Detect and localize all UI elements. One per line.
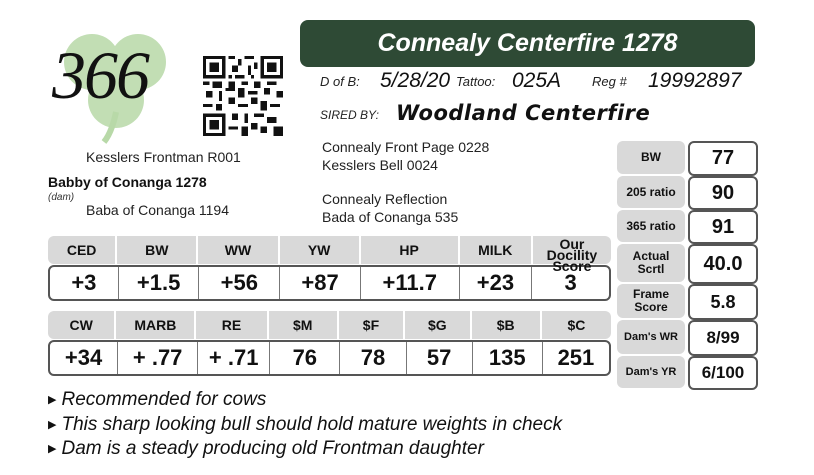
dob-value: 5/28/20	[380, 69, 451, 92]
note-text: Recommended for cows	[61, 389, 267, 410]
epd-header-ced: CED	[48, 236, 117, 264]
epd-value-bw: +1.5	[119, 267, 200, 299]
epd-value-docility: 3	[564, 270, 577, 295]
epd-header-f: $F	[339, 311, 405, 339]
side-value-frame-score: 5.8	[688, 284, 758, 320]
note-item	[48, 389, 266, 411]
epd-header-re: RE	[196, 311, 268, 339]
epd-table-1	[48, 236, 611, 301]
note-text: Dam is a steady producing old Frontman daughter	[61, 438, 484, 459]
dob-label: D of B:	[320, 74, 360, 89]
note-item	[48, 414, 562, 436]
epd-value-milk: +23	[460, 267, 533, 299]
epd-value-yw: +87	[280, 267, 361, 299]
pedigree-dam-sire-line: Connealy Reflection	[322, 191, 448, 207]
epd-header-b: $B	[472, 311, 542, 339]
epd-value-re: + .71	[198, 342, 270, 374]
epd-value-m: 76	[270, 342, 340, 374]
qr-code-icon	[203, 56, 283, 136]
sire-name: Woodland Centerfire	[396, 101, 651, 125]
dam-label: (dam)	[48, 192, 75, 203]
side-value-205-ratio: 90	[688, 176, 758, 210]
epd-header-bw: BW	[117, 236, 198, 264]
epd-header-docility: Our Docility Score	[546, 236, 598, 274]
epd-value-g: 57	[407, 342, 473, 374]
bullet-icon: ▶	[48, 419, 57, 431]
epd-header-cw: CW	[48, 311, 116, 339]
bull-name: Connealy Centerfire 1278	[300, 20, 755, 67]
side-value-actual-scrtl: 40.0	[688, 244, 758, 284]
bullet-icon: ▶	[48, 443, 57, 455]
epd-value-ced: +3	[50, 267, 119, 299]
bullet-icon: ▶	[48, 394, 57, 406]
epd-header-m: $M	[269, 311, 339, 339]
epd-header-marb: MARB	[116, 311, 196, 339]
side-label-dams-yr: Dam's YR	[617, 356, 685, 388]
tattoo-value: 025A	[512, 69, 562, 92]
lot-number: 366	[52, 37, 148, 113]
pedigree-dam-dam-line: Bada of Conanga 535	[322, 209, 459, 225]
side-label-frame-score: Frame Score	[617, 284, 685, 318]
sired-label: SIRED BY:	[320, 108, 379, 122]
epd-value-marb: + .77	[118, 342, 198, 374]
epd-values-row-1	[48, 265, 611, 301]
epd-header-hp: HP	[361, 236, 460, 264]
epd-header-c: $C	[567, 317, 586, 333]
note-text: This sharp looking bull should hold mature weights in check	[61, 414, 563, 435]
pedigree-dam-dam: Baba of Conanga 1194	[86, 202, 229, 218]
epd-values-row-2	[48, 340, 611, 376]
side-label-dams-wr: Dam's WR	[617, 320, 685, 354]
side-label-bw: BW	[617, 141, 685, 174]
side-value-365-ratio: 91	[688, 210, 758, 244]
side-value-bw: 77	[688, 141, 758, 176]
epd-header-ww: WW	[198, 236, 279, 264]
epd-value-cw: +34	[50, 342, 118, 374]
epd-value-hp: +11.7	[361, 267, 460, 299]
side-value-dams-wr: 8/99	[688, 320, 758, 356]
epd-header-row-2	[48, 311, 611, 339]
epd-value-ww: +56	[199, 267, 280, 299]
epd-value-f: 78	[340, 342, 406, 374]
note-item	[48, 438, 484, 460]
dam-name: Babby of Conanga 1278	[48, 174, 207, 190]
side-label-205-ratio: 205 ratio	[617, 176, 685, 208]
side-label-365-ratio: 365 ratio	[617, 210, 685, 242]
pedigree-sire-dam: Kesslers Bell 0024	[322, 157, 438, 173]
epd-header-yw: YW	[280, 236, 361, 264]
tattoo-label: Tattoo:	[456, 74, 496, 89]
reg-label: Reg #	[592, 74, 627, 89]
pedigree-sire-sire: Connealy Front Page 0228	[322, 139, 490, 155]
epd-header-row-1	[48, 236, 611, 274]
pedigree-dam-sire: Kesslers Frontman R001	[86, 149, 241, 165]
epd-value-b: 135	[473, 342, 543, 374]
epd-value-c: 251	[557, 345, 595, 370]
epd-header-g: $G	[405, 311, 471, 339]
side-label-actual-scrtl: Actual Scrtl	[617, 244, 685, 282]
reg-value: 19992897	[648, 69, 742, 92]
epd-header-milk: MILK	[460, 236, 533, 264]
side-value-dams-yr: 6/100	[688, 356, 758, 390]
epd-table-2	[48, 311, 611, 376]
